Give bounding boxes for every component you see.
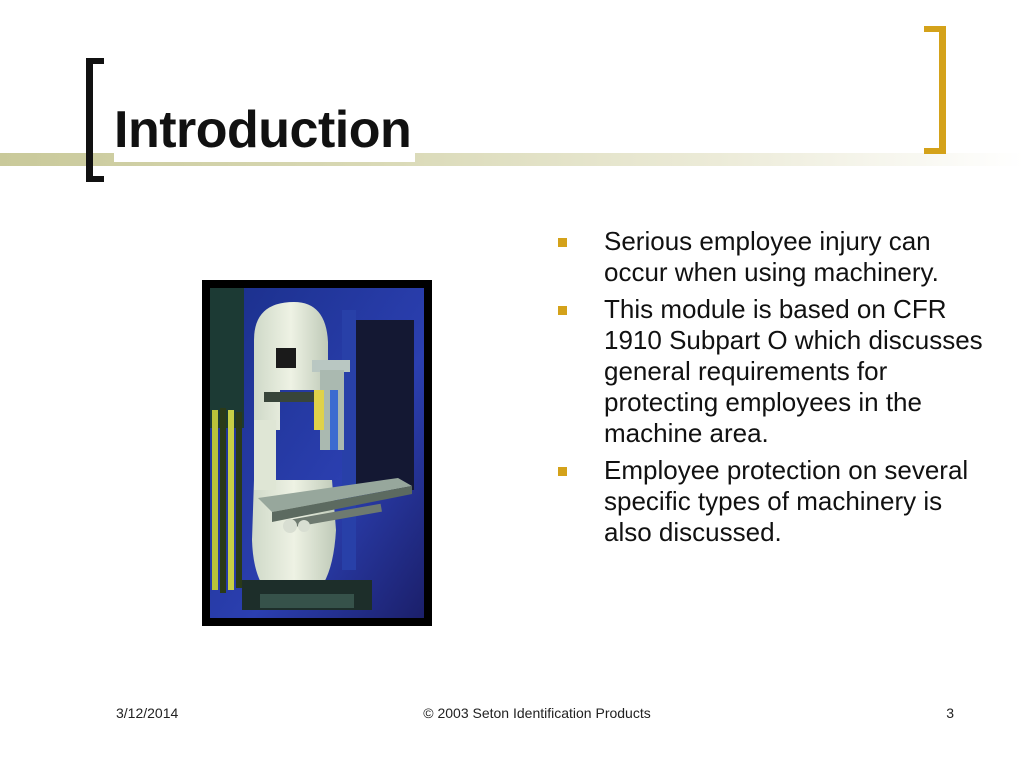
bullet-text: This module is based on CFR 1910 Subpart O which discusses general requirements for protecting employees in the machine area.: [604, 294, 983, 448]
right-bracket-decoration: [924, 26, 946, 154]
footer-date: 3/12/2014: [116, 705, 179, 721]
square-bullet-icon: [558, 467, 567, 476]
square-bullet-icon: [558, 238, 567, 247]
bullet-item: [556, 226, 996, 288]
bullet-item: [556, 294, 996, 449]
bullet-text: Employee protection on several specific types of machinery is also discussed.: [604, 455, 969, 547]
bullet-text: Serious employee injury can occur when using machinery.: [604, 226, 939, 287]
footer-copyright: © 2003 Seton Identification Products: [423, 705, 651, 721]
slide-title: Introduction: [114, 98, 415, 162]
bullet-item: [556, 455, 996, 548]
band-saw-photo: [202, 280, 432, 626]
band-saw-illustration: [202, 280, 432, 626]
bullet-list: [556, 226, 996, 554]
left-bracket-decoration: [86, 58, 104, 182]
square-bullet-icon: [558, 306, 567, 315]
footer-page-number: 3: [946, 705, 954, 721]
